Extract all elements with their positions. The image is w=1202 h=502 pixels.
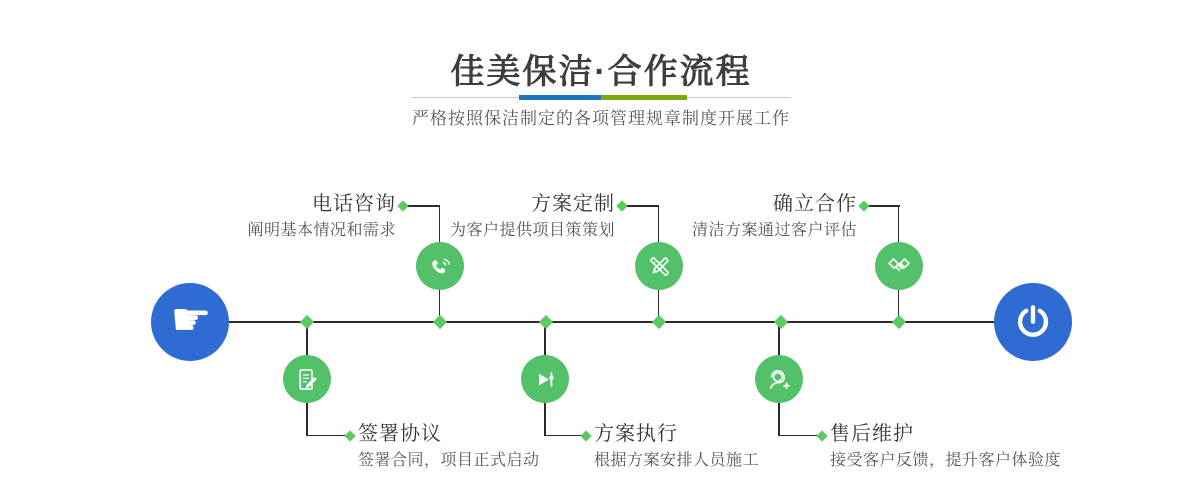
step-desc: 清洁方案通过客户评估 bbox=[691, 222, 857, 239]
divider-green-segment bbox=[601, 95, 687, 100]
connector-line bbox=[306, 402, 308, 436]
page-subtitle: 严格按照保洁制定的各项管理规章制度开展工作 bbox=[412, 109, 790, 128]
step-title: 签署协议 bbox=[358, 423, 442, 445]
step-title: 电话咨询 bbox=[312, 193, 396, 215]
step-label-service bbox=[830, 421, 1130, 471]
step-label-handshake bbox=[657, 191, 857, 241]
step-node-design bbox=[635, 242, 683, 290]
node-diamond bbox=[300, 315, 314, 329]
divider-blue-segment bbox=[519, 95, 601, 100]
headset-plus-icon bbox=[765, 365, 793, 393]
step-desc: 根据方案安排人员施工 bbox=[594, 452, 760, 469]
node-diamond bbox=[652, 315, 666, 329]
title-divider bbox=[411, 95, 791, 101]
step-title: 方案执行 bbox=[594, 423, 678, 445]
step-label-design bbox=[415, 191, 615, 241]
hand-pointer-icon: ☛ bbox=[170, 292, 212, 346]
step-desc: 为客户提供项目策策划 bbox=[449, 222, 615, 239]
node-diamond bbox=[433, 315, 447, 329]
step-label-phone bbox=[196, 191, 396, 241]
step-node-phone bbox=[416, 242, 464, 290]
handshake-icon bbox=[885, 252, 913, 280]
label-diamond bbox=[616, 200, 627, 211]
connector-line bbox=[898, 205, 900, 243]
step-node-execute bbox=[521, 355, 569, 403]
node-diamond bbox=[774, 315, 788, 329]
step-node-sign bbox=[283, 355, 331, 403]
power-icon bbox=[1012, 301, 1054, 343]
sign-document-icon bbox=[294, 366, 321, 393]
step-node-service bbox=[755, 355, 803, 403]
page-title: 佳美保洁·合作流程 bbox=[450, 53, 752, 91]
phone-call-icon bbox=[427, 253, 454, 280]
flow-end-node bbox=[994, 283, 1072, 361]
step-node-handshake bbox=[875, 242, 923, 290]
step-title: 方案定制 bbox=[531, 193, 615, 215]
node-diamond bbox=[539, 315, 553, 329]
step-desc: 阐明基本情况和需求 bbox=[247, 222, 396, 239]
label-diamond bbox=[858, 200, 869, 211]
label-diamond bbox=[344, 430, 355, 441]
label-diamond bbox=[397, 200, 408, 211]
step-desc: 签署合同，项目正式启动 bbox=[358, 452, 540, 469]
step-desc: 接受客户反馈，提升客户体验度 bbox=[830, 452, 1062, 469]
flow-start-node bbox=[151, 283, 229, 361]
step-title: 确立合作 bbox=[773, 193, 857, 215]
step-title: 售后维护 bbox=[830, 423, 914, 445]
play-execute-icon bbox=[532, 366, 559, 393]
node-diamond bbox=[892, 315, 906, 329]
design-tools-icon bbox=[646, 253, 673, 280]
timeline-line bbox=[229, 321, 995, 323]
